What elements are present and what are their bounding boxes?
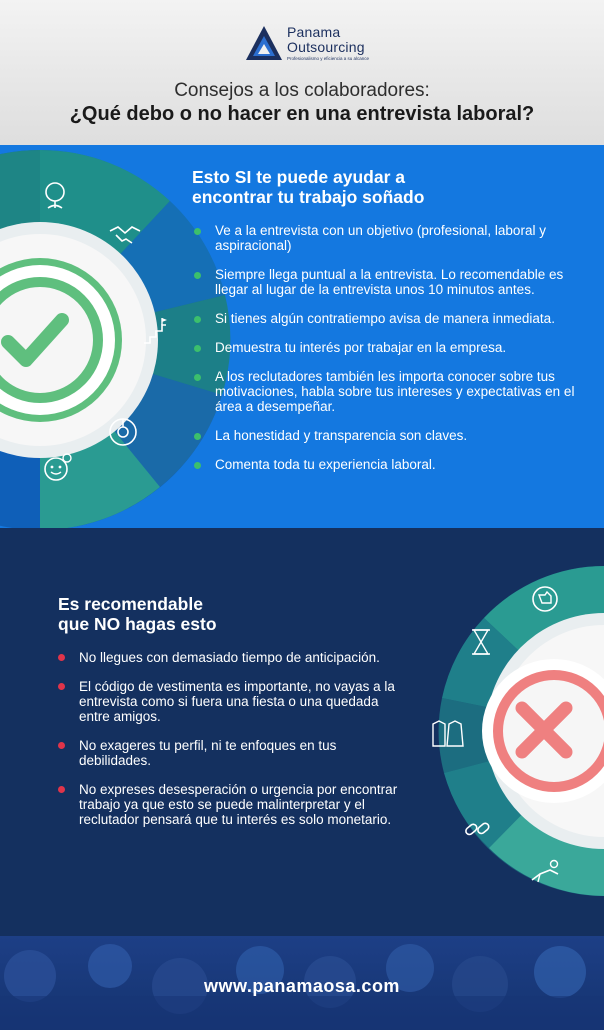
bullet-icon <box>58 786 65 793</box>
do-heading-pre: Esto <box>192 167 235 187</box>
broken-chain-icon <box>462 814 492 844</box>
list-item-text: A los reclutadores también les importa conocer sobre tus motivaciones, habla sobre tus intereses y expectativas en el área a desempeñar. <box>215 369 575 414</box>
bullet-icon <box>194 228 201 235</box>
bullet-icon <box>58 742 65 749</box>
bullet-icon <box>58 654 65 661</box>
list-item <box>58 738 403 768</box>
list-item-text: No expreses desesperación o urgencia por encontrar trabajo ya que esto se puede malinterpretar y el reclutador pensará que tu interés es solo monetario. <box>79 782 398 827</box>
dont-section <box>0 528 604 936</box>
handshake-icon <box>108 221 142 249</box>
logo-tagline: Profesionalismo y eficiencia a su alcance <box>287 56 370 61</box>
dont-heading-line1: Es recomendable <box>58 594 203 614</box>
tree-icon <box>40 181 70 211</box>
list-item-text: Comenta toda tu experiencia laboral. <box>215 457 436 472</box>
dont-heading-pre: que <box>58 614 94 634</box>
list-item <box>192 223 592 253</box>
do-heading-strong: SI <box>234 167 252 187</box>
header <box>0 0 604 145</box>
clothes-icon <box>430 718 464 748</box>
dont-heading <box>58 594 217 634</box>
footer <box>0 936 604 1030</box>
list-item-text: Ve a la entrevista con un objetivo (profesional, laboral y aspiracional) <box>215 223 546 253</box>
page-title-line2: ¿Qué debo o no hacer en una entrevista laboral? <box>69 103 535 125</box>
list-item <box>58 650 403 665</box>
do-heading <box>192 167 424 207</box>
bullet-icon <box>58 683 65 690</box>
list-item <box>192 340 592 355</box>
list-item <box>192 428 592 443</box>
bullet-icon <box>194 433 201 440</box>
list-item <box>58 679 403 724</box>
list-item-text: Si tienes algún contratiempo avisa de manera inmediata. <box>215 311 555 326</box>
list-item <box>58 782 403 827</box>
thumbs-down-icon <box>530 584 560 614</box>
do-heading-line2: encontrar tu trabajo soñado <box>192 187 425 207</box>
list-item <box>192 267 592 297</box>
bullet-icon <box>194 462 201 469</box>
bullet-icon <box>194 272 201 279</box>
dont-list <box>58 650 403 827</box>
bullet-icon <box>194 374 201 381</box>
list-item <box>192 369 592 414</box>
list-item-text: No exageres tu perfil, ni te enfoques en tus debilidades. <box>79 738 337 768</box>
bullet-icon <box>194 316 201 323</box>
bullet-icon <box>194 345 201 352</box>
dont-heading-post: hagas esto <box>120 614 217 634</box>
list-item-text: El código de vestimenta es importante, no vayas a la entrevista como si fuera una fiesta o una quedada entre amigos. <box>79 679 395 724</box>
success-stairs-icon <box>142 317 168 345</box>
logo-triangle-icon <box>244 24 284 64</box>
logo-line1: Panama <box>287 24 341 40</box>
list-item-text: Siempre llega puntual a la entrevista. Lo recomendable es llegar al lugar de la entrevista unos 10 minutos antes. <box>215 267 564 297</box>
list-item-text: Demuestra tu interés por trabajar en la empresa. <box>215 340 507 355</box>
company-logo[interactable] <box>244 24 370 66</box>
cross-icon <box>512 698 576 762</box>
logo-line2: Outsourcing <box>287 39 365 55</box>
list-item <box>192 311 592 326</box>
do-list <box>192 223 592 472</box>
check-icon <box>0 300 80 380</box>
page-title-line1: Consejos a los colaboradores: <box>174 80 430 101</box>
hourglass-icon <box>470 628 492 656</box>
do-heading-post: te puede ayudar a <box>251 167 406 187</box>
list-item-text: La honestidad y transparencia son claves. <box>215 428 468 443</box>
list-item-text: No llegues con demasiado tiempo de anticipación. <box>79 650 380 665</box>
do-section <box>0 145 604 528</box>
website-link[interactable]: www.panamaosa.com <box>204 976 400 996</box>
dont-heading-strong: NO <box>93 614 121 634</box>
fallen-person-icon <box>528 856 562 886</box>
list-item <box>192 457 592 472</box>
gear-hand-icon <box>106 415 140 449</box>
idea-face-icon <box>42 451 74 483</box>
